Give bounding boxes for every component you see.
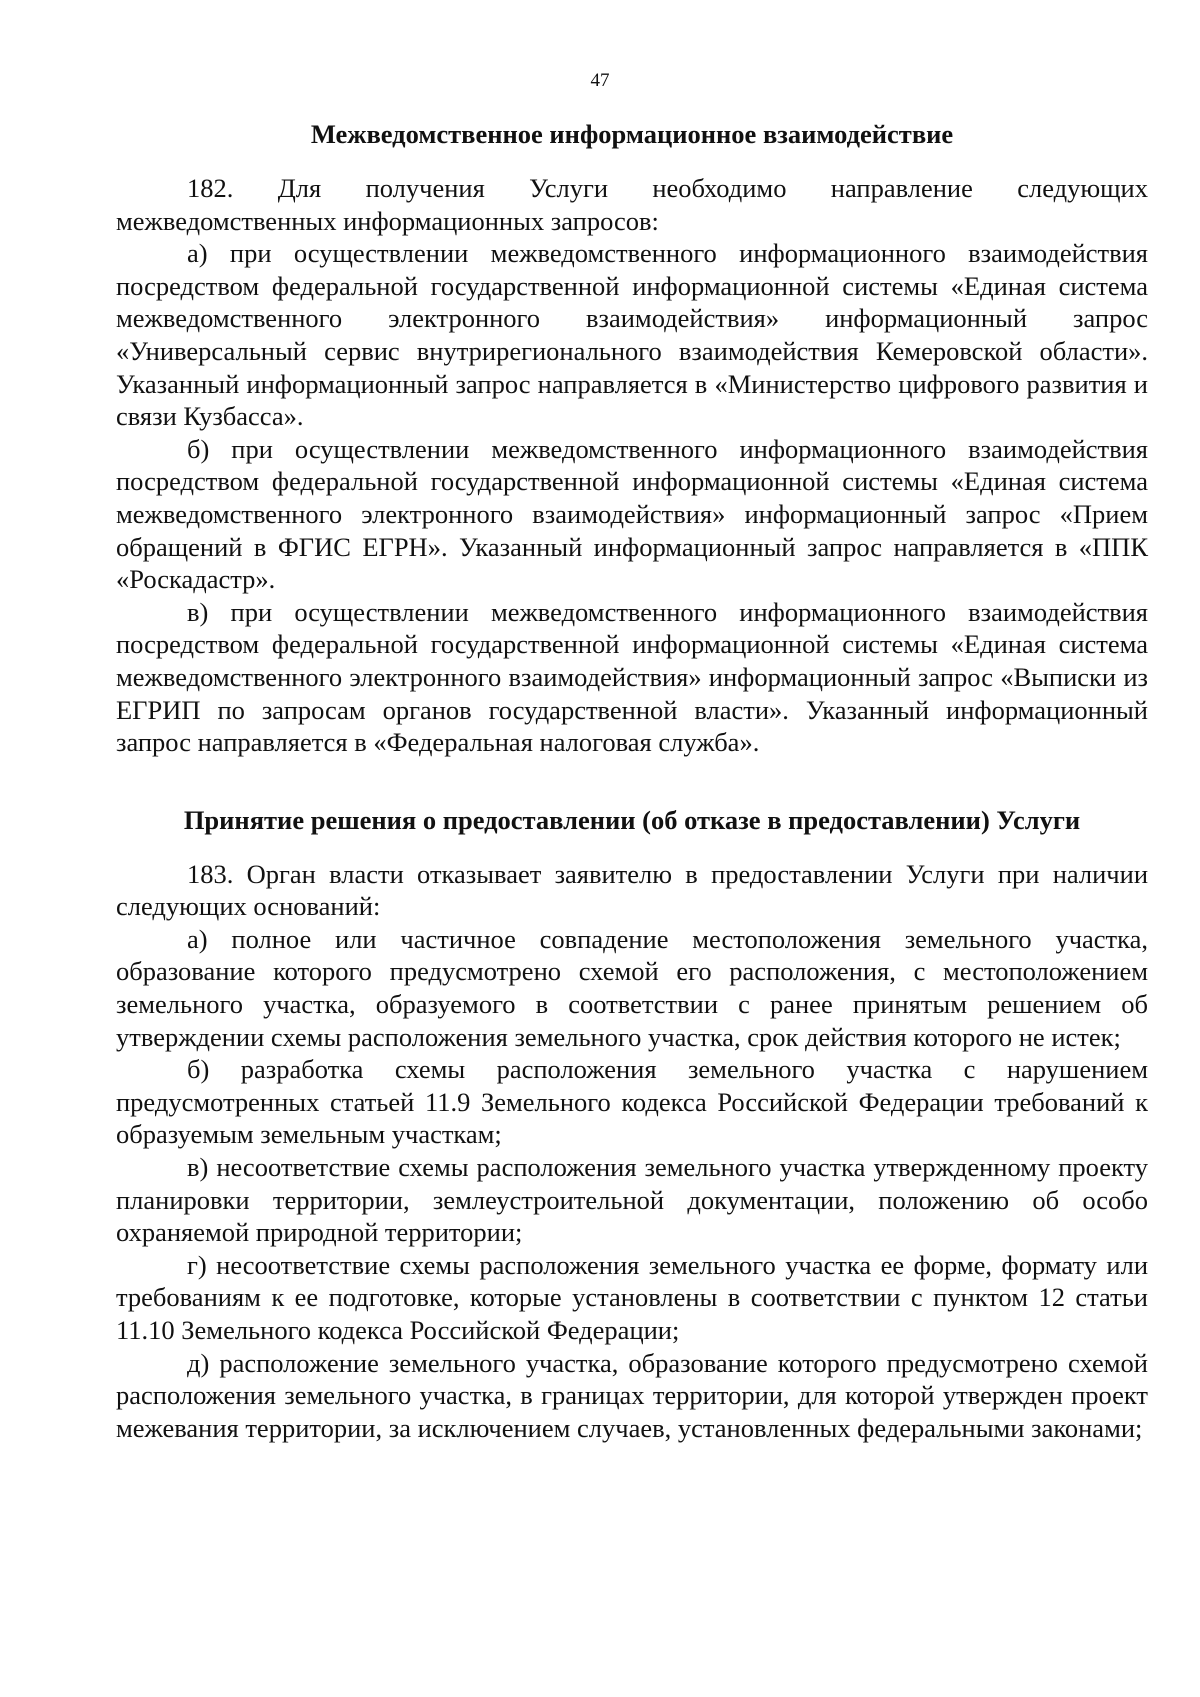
paragraph-183-d: д) расположение земельного участка, образование которого предусмотрено схемой расположения земельного участка, в границах территории, для которой утвержден проект межевания территории, за исключением случаев, установленных федеральными законами;: [116, 1347, 1148, 1443]
paragraph-183-a: а) полное или частичное совпадение местоположения земельного участка, образование которого предусмотрено схемой его расположения, с местоположением земельного участка, образуемого в соответствии с ранее принятым решением об утверждении схемы расположения земельного участка, срок действия которого не истек;: [116, 923, 1148, 1052]
paragraph-182-v: в) при осуществлении межведомственного информационного взаимодействия посредством федеральной государственной информационной системы «Единая система межведомственного электронного взаимодействия» информационный запрос «Выписки из ЕГРИП по запросам органов государственной власти». Указанный информационный запрос направляется в «Федеральная налоговая служба».: [116, 596, 1148, 758]
paragraph-183-g: г) несоответствие схемы расположения земельного участка ее форме, формату или требованиям к ее подготовке, которые установлены в соответствии с пунктом 12 статьи 11.10 Земельного кодекса Российской Федерации;: [116, 1249, 1148, 1345]
paragraph-182: 182. Для получения Услуги необходимо направление следующих межведомственных информационных запросов:: [116, 173, 1148, 236]
paragraph-183-v: в) несоответствие схемы расположения земельного участка утвержденному проекту планировки территории, землеустроительной документации, положению об особо охраняемой природной территории;: [116, 1152, 1148, 1248]
section-heading-decision: Принятие решения о предоставлении (об отказе в предоставлении) Услуги: [183, 804, 1081, 835]
paragraph-183: 183. Орган власти отказывает заявителю в предоставлении Услуги при наличии следующих оснований:: [116, 858, 1148, 922]
section-heading-interagency: Межведомственное информационное взаимодействие: [310, 119, 954, 149]
paragraph-183-b: б) разработка схемы расположения земельного участка с нарушением предусмотренных статьей 11.9 Земельного кодекса Российской Федерации требований к образуемым земельным участкам;: [116, 1054, 1148, 1150]
document-body: [116, 118, 1148, 1444]
page-number: 47: [590, 70, 610, 91]
paragraph-182-b: б) при осуществлении межведомственного информационного взаимодействия посредством федеральной государственной информационной системы «Единая система межведомственного электронного взаимодействия» информационный запрос «Прием обращений в ФГИС ЕГРН». Указанный информационный запрос направляется в «ППК «Роскадастр».: [116, 433, 1148, 595]
paragraph-182-a: а) при осуществлении межведомственного информационного взаимодействия посредством федеральной государственной информационной системы «Единая система межведомственного электронного взаимодействия» информационный запрос «Универсальный сервис внутрирегионального взаимодействия Кемеровской области». Указанный информационный запрос направляется в «Министерство цифрового развития и связи Кузбасса».: [116, 238, 1148, 432]
